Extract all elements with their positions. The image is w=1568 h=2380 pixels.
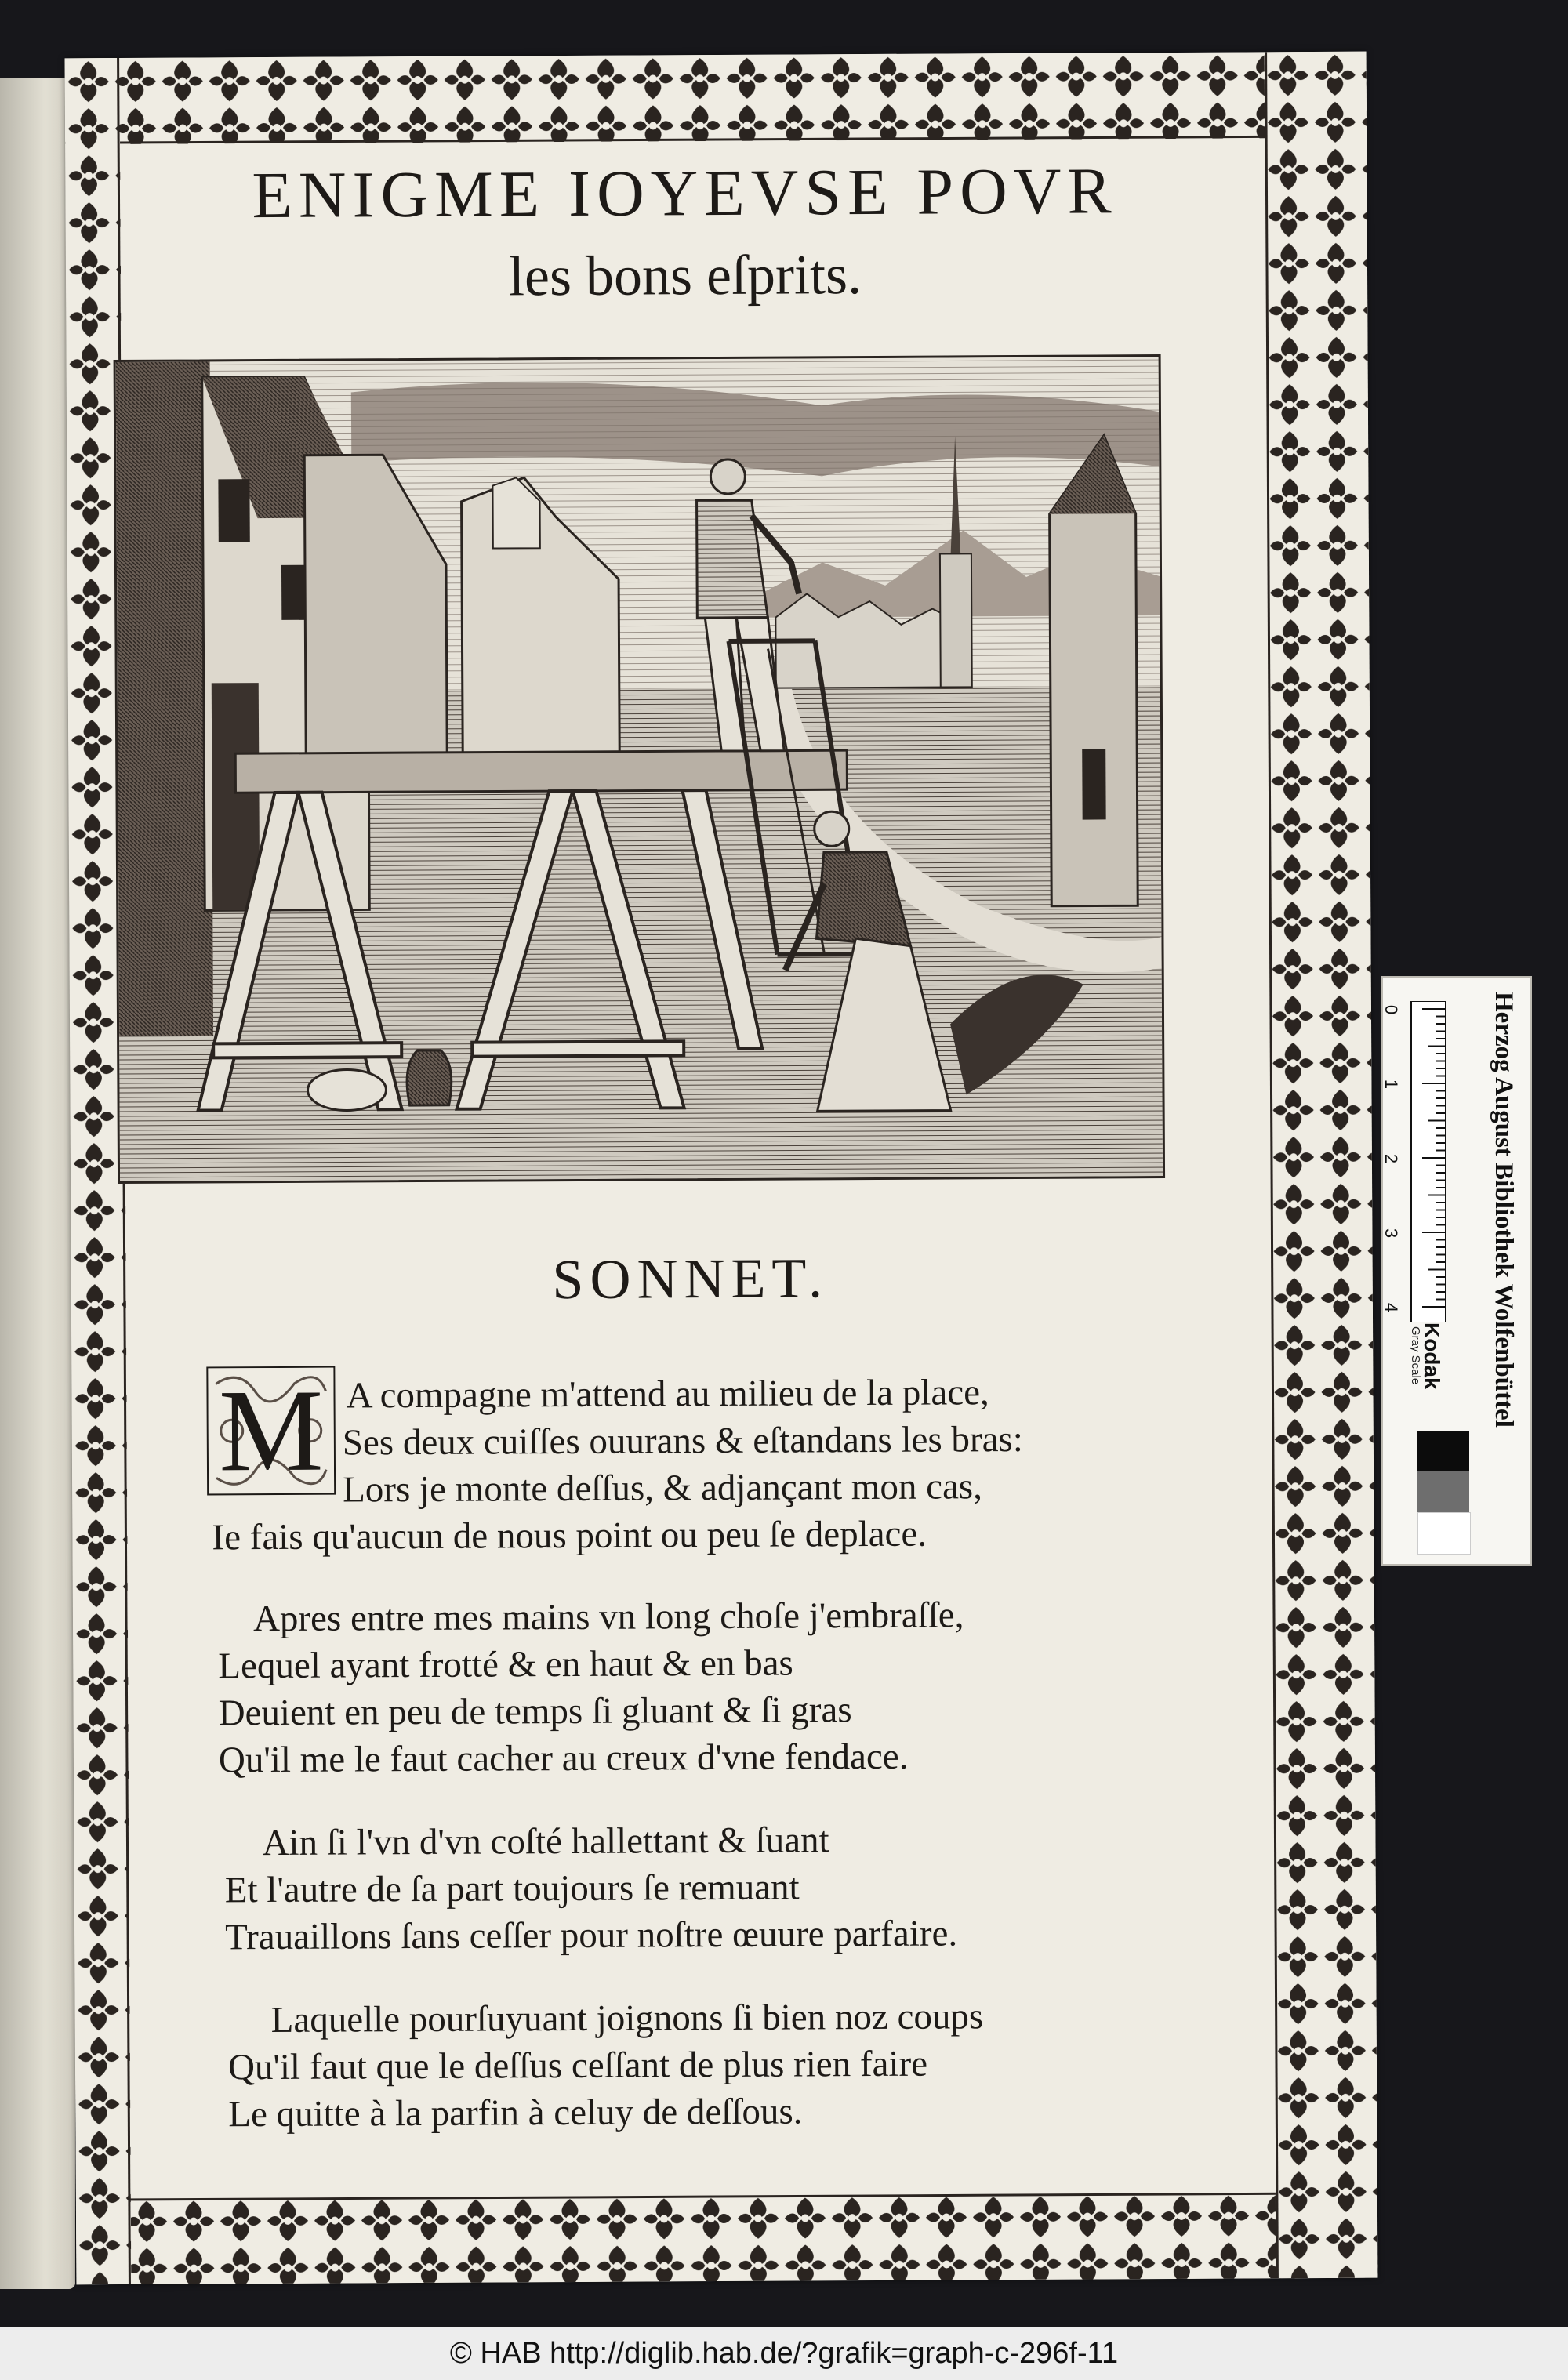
verse-line: Deuient en peu de temps ſi gluant & ſi gras bbox=[218, 1689, 852, 1734]
verse-line: Ses deux cuiſſes ouurans & eſtandans les bras: bbox=[342, 1418, 1023, 1464]
verse-line: Laquelle pourſuyuant joignons ſi bien noz coups bbox=[270, 1996, 984, 2041]
ornamental-border-top bbox=[65, 52, 1367, 145]
verse-line: Trauaillons ſans ceſſer pour noſtre œuure parfaire. bbox=[224, 1913, 958, 1958]
color-calibration-bar bbox=[1381, 976, 1532, 1566]
gray-scale-label: Gray Scale bbox=[1409, 1326, 1422, 1385]
copyright-footer: © HAB http://diglib.hab.de/?grafik=graph-c-296f-11 bbox=[0, 2327, 1568, 2380]
verse-line: Le quitte à la parfin à celuy de deſſous. bbox=[228, 2091, 803, 2135]
ornamental-border-right bbox=[1265, 52, 1378, 2279]
verse-line: Ain ſi l'vn d'vn coſté hallettant & ſuant bbox=[262, 1819, 829, 1864]
page-title: ENIGME IOYEVSE POVR bbox=[252, 154, 1118, 233]
verse-line: Apres entre mes mains vn long choſe j'embraſſe, bbox=[252, 1595, 964, 1640]
institution-text: Herzog August Bibliothek Wolfenbüttel bbox=[1490, 992, 1518, 1428]
ruler-number: 2 bbox=[1381, 1153, 1402, 1164]
verse-line: Lors je monte deſſus, & adjançant mon cas, bbox=[343, 1466, 983, 1511]
verse-line: Et l'autre de ſa part toujours ſe remuant bbox=[224, 1867, 800, 1911]
verse-line: Lequel ayant frotté & en haut & en bas bbox=[218, 1642, 793, 1687]
book-page bbox=[65, 52, 1378, 2285]
ruler-number: 4 bbox=[1381, 1302, 1402, 1313]
ruler-number: 3 bbox=[1381, 1228, 1402, 1239]
kodak-brand: Kodak bbox=[1420, 1322, 1444, 1390]
left-page-edge bbox=[0, 78, 75, 2289]
decorated-initial bbox=[206, 1366, 336, 1496]
ornamental-border-bottom bbox=[76, 2192, 1378, 2285]
institution-label bbox=[1486, 992, 1518, 1556]
ruler-number: 1 bbox=[1381, 1079, 1402, 1090]
page-subtitle: les bons eſprits. bbox=[508, 243, 862, 308]
ruler-number: 0 bbox=[1381, 1004, 1402, 1015]
verse-line: Qu'il me le faut cacher au creux d'vne fendace. bbox=[218, 1736, 909, 1781]
ruler bbox=[1381, 1001, 1454, 1322]
sonnet-heading: SONNET. bbox=[552, 1246, 829, 1312]
gray-patch-white bbox=[1417, 1512, 1471, 1555]
verse-line: A compagne m'attend au milieu de la place, bbox=[346, 1372, 989, 1417]
verse-line: Qu'il faut que le deſſus ceſſant de plus rien faire bbox=[227, 2043, 928, 2088]
gray-patch-black bbox=[1417, 1431, 1469, 1471]
gray-patch-mid bbox=[1417, 1471, 1469, 1512]
initial-letter: M bbox=[218, 1365, 324, 1497]
verse-line: Ie fais qu'aucun de nous point ou peu ſe deplace. bbox=[212, 1513, 927, 1558]
engraving-illustration bbox=[114, 354, 1165, 1184]
